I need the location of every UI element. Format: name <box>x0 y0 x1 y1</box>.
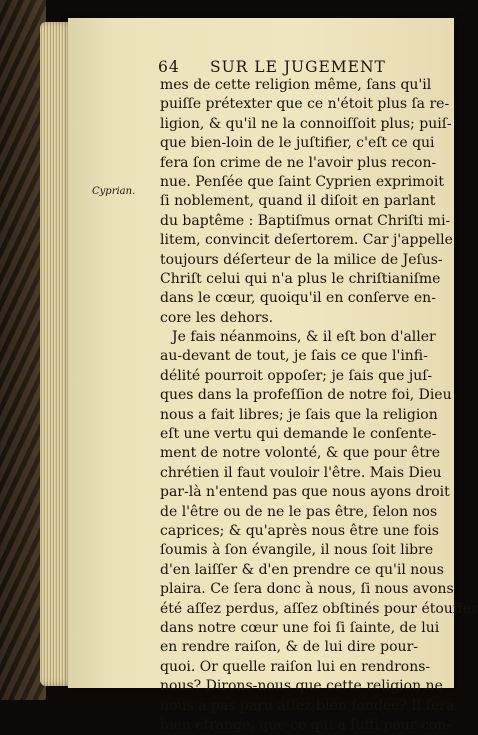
text-line: du baptême : Baptiſmus ornat Chriſti mi- <box>160 212 451 229</box>
text-line: de l'être ou de ne le pas être, ſelon nos <box>160 503 438 520</box>
running-title: SUR LE JUGEMENT <box>210 58 386 76</box>
text-line: core les dehors. <box>160 309 274 326</box>
text-line: en rendre raiſon, & de lui dire pour- <box>160 639 418 656</box>
margin-note: Cyprian. <box>92 186 136 197</box>
text-line: ligion, & qu'il ne la connoiſſoit plus; puiſ- <box>160 115 452 132</box>
text-line: ſoumis à ſon évangile, il nous ſoit libre <box>160 542 434 559</box>
text-line: toujours déſerteur de la milice de Jeſus- <box>160 251 443 268</box>
text-line: nous? Dirons-nous que cette religion ne <box>160 678 443 695</box>
text-line: ment de notre volonté, & que pour être <box>160 445 440 462</box>
text-line: dans notre cœur une foi ſi ſainte, de lui <box>160 619 440 636</box>
text-line: caprices; & qu'après nous être une fois <box>160 522 439 539</box>
text-line: été aſſez perdus, aſſez obſtinés pour étouffer <box>160 600 478 617</box>
body-text <box>160 76 478 735</box>
text-line: Je fais néanmoins, & il eſt bon d'aller <box>172 329 436 346</box>
text-line: eſt une vertu qui demande le conſente- <box>160 426 437 443</box>
running-header <box>92 52 412 74</box>
text-line: ques dans la profeſſion de notre foi, Dieu <box>160 387 452 404</box>
text-line: dans le cœur, quoiqu'il en conſerve en- <box>160 290 436 307</box>
text-line: Chriſt celui qui n'a plus le chriſtianiſme <box>160 270 441 287</box>
text-line: chrétien il faut vouloir l'être. Mais Dieu <box>160 464 442 481</box>
page-number: 64 <box>158 58 180 76</box>
text-line: nue. Penſée que ſaint Cyprien exprimoit <box>160 173 444 190</box>
text-line: puiſſe prétexter que ce n'étoit plus ſa re- <box>160 96 450 113</box>
text-line: mes de cette religion même, ſans qu'il <box>160 77 432 93</box>
text-line: plaira. Ce ſera donc à nous, ſi nous avons <box>160 581 454 598</box>
text-line: nous a fait libres; je ſais que la religion <box>160 406 438 423</box>
text-line: par-là n'entend pas que nous ayons droit <box>160 484 450 501</box>
text-line: bien étrange, que ce qui a ſuffi pour con- <box>160 716 451 733</box>
text-line: délité pourroit oppoſer; je ſais que juſ- <box>160 367 433 384</box>
text-line: quoi. Or quelle raiſon lui en rendrons- <box>160 658 431 675</box>
text-line: fera ſon crime de ne l'avoir plus recon- <box>160 154 437 171</box>
text-line: nous a pas paru aſſez bien fondée? Il ſera <box>160 697 455 714</box>
text-line: au-devant de tout, je ſais ce que l'infi- <box>160 348 428 365</box>
text-line: d'en laiſſer & d'en prendre ce qu'il nous <box>160 561 444 578</box>
text-line: litem, convincit deſertorem. Car j'appelle <box>160 232 453 249</box>
text-line: ſi noblement, quand il diſoit en parlant <box>160 193 436 210</box>
text-line: que bien-loin de le juſtifier, c'eſt ce qui <box>160 135 435 152</box>
